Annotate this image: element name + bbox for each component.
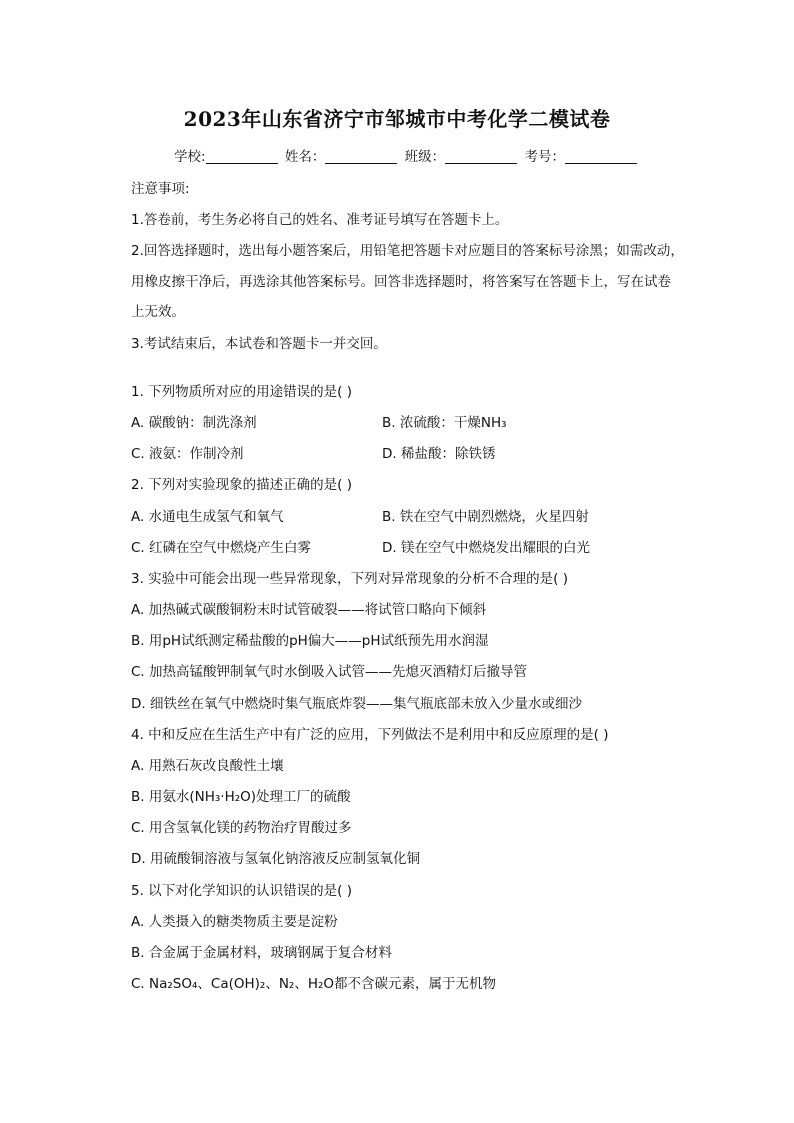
- question-3-option-b: B. 用pH试纸测定稀盐酸的pH偏大——pH试纸预先用水润湿: [131, 633, 489, 649]
- question-3-option-d: D. 细铁丝在氧气中燃烧时集气瓶底炸裂——集气瓶底部未放入少量水或细沙: [131, 696, 582, 712]
- notice-line-2: 2.回答选择题时，选出每小题答案后，用铅笔把答题卡对应题目的答案标号涂黑；如需改动，: [131, 243, 684, 259]
- question-1-option-b: B. 浓硫酸：干燥NH₃: [382, 415, 507, 431]
- notice-line-3: 用橡皮擦干净后，再选涂其他答案标号。回答非选择题时，将答案写在答题卡上，写在试卷: [131, 274, 671, 290]
- question-5-option-b: B. 合金属于金属材料，玻璃钢属于复合材料: [131, 945, 392, 961]
- question-1-option-a: A. 碳酸钠：制洗涤剂: [131, 415, 257, 431]
- school-label: 学校:: [174, 149, 206, 165]
- question-2-option-b: B. 铁在空气中剧烈燃烧，火星四射: [382, 509, 589, 525]
- exam-no-label: 考号：: [524, 149, 565, 165]
- question-5-stem: 5. 以下对化学知识的认识错误的是( ): [131, 883, 352, 899]
- question-4-option-d: D. 用硫酸铜溶液与氢氧化钠溶液反应制氢氧化铜: [131, 851, 420, 867]
- question-3-stem: 3. 实验中可能会出现一些异常现象，下列对异常现象的分析不合理的是( ): [131, 571, 568, 587]
- question-4-option-c: C. 用含氢氧化镁的药物治疗胃酸过多: [131, 820, 352, 836]
- question-4-option-b: B. 用氨水(NH₃·H₂O)处理工厂的硫酸: [131, 789, 351, 805]
- question-5-option-c: C. Na₂SO₄、Ca(OH)₂、N₂、H₂O都不含碳元素，属于无机物: [131, 976, 497, 992]
- class-blank: [445, 149, 517, 164]
- notice-line-5: 3.考试结束后，本试卷和答题卡一并交回。: [131, 336, 387, 352]
- question-1-stem: 1. 下列物质所对应的用途错误的是( ): [131, 384, 352, 400]
- question-3-option-c: C. 加热高锰酸钾制氧气时水倒吸入试管——先熄灭酒精灯后撤导管: [131, 664, 528, 680]
- class-label: 班级：: [404, 149, 446, 165]
- question-2-option-a: A. 水通电生成氢气和氧气: [131, 509, 284, 525]
- notice-line-1: 1.答卷前，考生务必将自己的姓名、准考证号填写在答题卡上。: [131, 212, 509, 228]
- exam-no-blank: [565, 149, 637, 164]
- question-5-option-a: A. 人类摄入的糖类物质主要是淀粉: [131, 914, 338, 930]
- question-4-stem: 4. 中和反应在生活生产中有广泛的应用，下列做法不是利用中和反应原理的是( ): [131, 727, 609, 743]
- student-info-row: [174, 145, 640, 165]
- question-2-stem: 2. 下列对实验现象的描述正确的是( ): [131, 477, 352, 493]
- question-2-option-c: C. 红磷在空气中燃烧产生白雾: [131, 540, 312, 556]
- question-2-option-d: D. 镁在空气中燃烧发出耀眼的白光: [382, 540, 590, 556]
- name-label: 姓名：: [284, 149, 326, 165]
- question-1-option-c: C. 液氨：作制冷剂: [131, 446, 244, 462]
- notice-line-4: 上无效。: [131, 304, 185, 320]
- exam-title: 2023年山东省济宁市邹城市中考化学二模试卷: [183, 107, 611, 131]
- question-4-option-a: A. 用熟石灰改良酸性土壤: [131, 758, 284, 774]
- name-blank: [325, 149, 397, 164]
- question-3-option-a: A. 加热碱式碳酸铜粉末时试管破裂——将试管口略向下倾斜: [131, 602, 487, 618]
- question-1-option-d: D. 稀盐酸：除铁锈: [382, 446, 496, 462]
- notice-heading: 注意事项:: [131, 181, 190, 197]
- school-blank: [206, 149, 278, 164]
